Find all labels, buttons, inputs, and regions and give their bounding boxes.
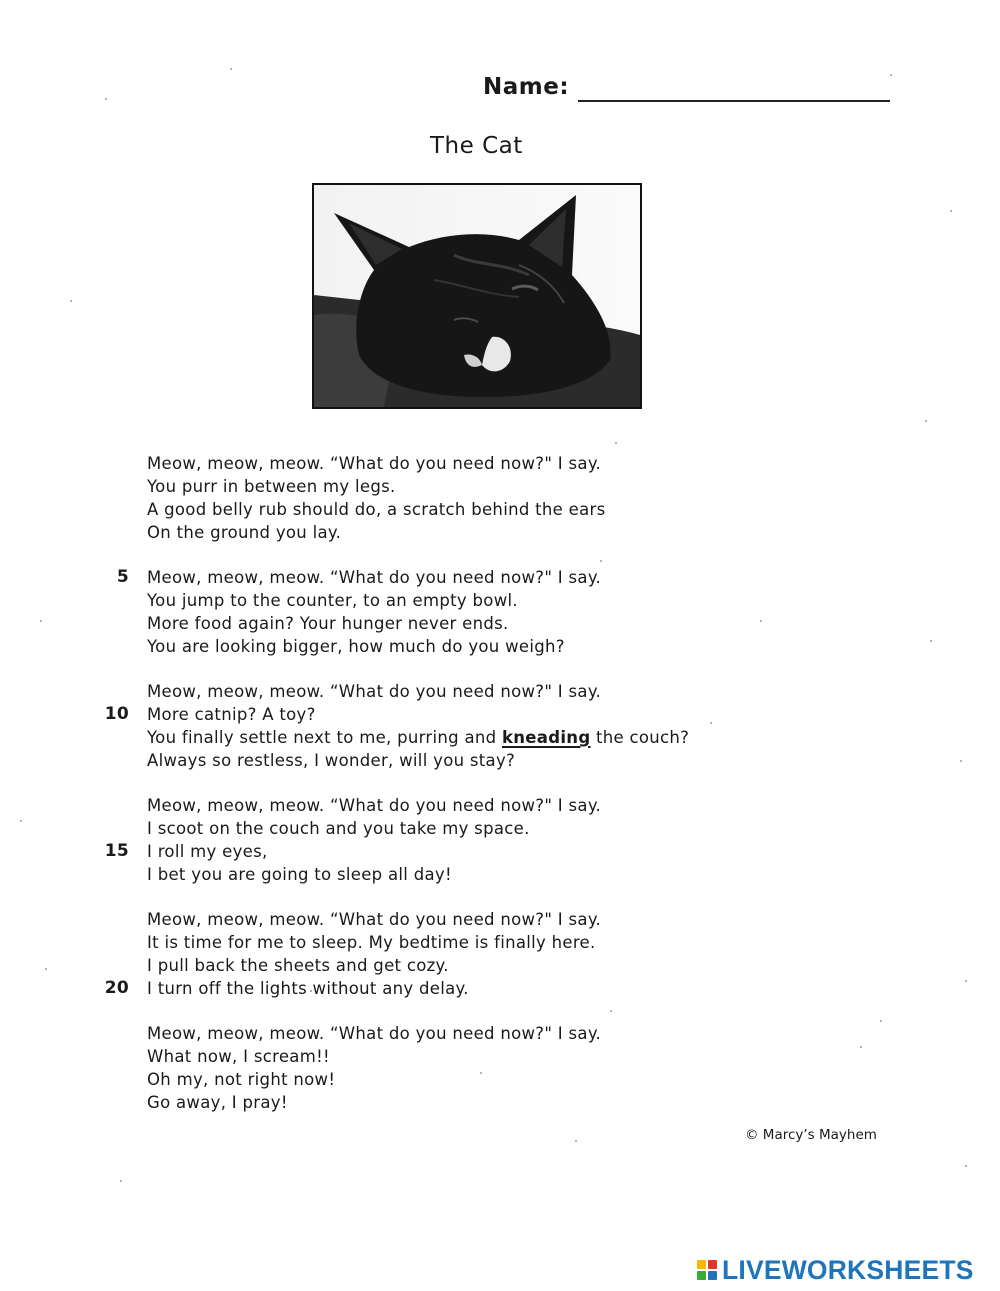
poem-line-text: You jump to the counter, to an empty bowl. [147, 591, 518, 610]
line-number: 5 [116, 567, 129, 587]
copyright-notice: © Marcy’s Mayhem [745, 1127, 877, 1143]
poem-stanza [116, 566, 847, 658]
name-label: Name: [483, 74, 570, 100]
poem-line-text: A good belly rub should do, a scratch behind the ears [147, 500, 606, 519]
poem-line-text: Meow, meow, meow. “What do you need now?" I say. [147, 568, 602, 587]
poem-line-text: On the ground you lay. [147, 523, 342, 542]
poem-line [147, 589, 847, 612]
poem-line [147, 475, 847, 498]
poem-line-text: Meow, meow, meow. “What do you need now?" I say. [147, 682, 602, 701]
scan-speck [860, 1046, 862, 1048]
poem-line [147, 817, 847, 840]
poem-line [147, 931, 847, 954]
cat-photo-icon [314, 185, 640, 407]
poem-line-text: the couch? [590, 728, 690, 747]
poem-line [147, 452, 847, 475]
scan-speck [960, 760, 962, 762]
poem-line [147, 908, 847, 931]
scan-speck [230, 68, 232, 70]
poem-line-text: You purr in between my legs. [147, 477, 396, 496]
poem-line [147, 680, 847, 703]
poem-line [147, 1068, 847, 1091]
poem-line-text: It is time for me to sleep. My bedtime is finally here. [147, 933, 596, 952]
poem-line-text: Meow, meow, meow. “What do you need now?" I say. [147, 796, 602, 815]
poem-line [147, 635, 847, 658]
poem-line [147, 521, 847, 544]
scan-speck [70, 300, 72, 302]
poem-line-text: What now, I scream!! [147, 1047, 330, 1066]
poem-line [147, 749, 847, 772]
line-number: 10 [104, 704, 129, 724]
scan-speck [45, 968, 47, 970]
scan-speck [880, 1020, 882, 1022]
poem-line-text: Meow, meow, meow. “What do you need now?" I say. [147, 454, 602, 473]
poem-line-text: I turn off the lights without any delay. [147, 979, 469, 998]
poem-line-text: Meow, meow, meow. “What do you need now?" I say. [147, 1024, 602, 1043]
poem-line-text: Meow, meow, meow. “What do you need now?" I say. [147, 910, 602, 929]
scan-speck [40, 620, 42, 622]
scan-speck [930, 640, 932, 642]
page-title: The Cat [430, 133, 523, 159]
poem-line-text: Go away, I pray! [147, 1093, 288, 1112]
poem-line-text: More catnip? A toy? [147, 705, 316, 724]
scan-speck [925, 420, 927, 422]
liveworksheets-logo-icon [697, 1260, 717, 1280]
poem-line [147, 1045, 847, 1068]
poem-line-text: You are looking bigger, how much do you weigh? [147, 637, 565, 656]
line-number: 15 [104, 841, 129, 861]
poem-line [147, 726, 847, 749]
poem [104, 452, 847, 1136]
poem-line-text: Always so restless, I wonder, will you stay? [147, 751, 516, 770]
poem-line-text: You finally settle next to me, purring and [147, 728, 502, 747]
scan-speck [965, 980, 967, 982]
poem-line [147, 498, 847, 521]
scan-speck [120, 1180, 122, 1182]
poem-line [147, 863, 847, 886]
poem-stanza [147, 1022, 847, 1114]
scan-speck [615, 442, 617, 444]
scan-speck [105, 98, 107, 100]
liveworksheets-logo[interactable] [697, 1255, 974, 1285]
poem-line [147, 954, 847, 977]
vocabulary-word: kneading [501, 728, 591, 747]
scan-speck [950, 210, 952, 212]
poem-line [147, 1091, 847, 1114]
poem-stanza [147, 452, 847, 544]
poem-line-text: I bet you are going to sleep all day! [147, 865, 452, 884]
poem-line [104, 703, 847, 726]
poem-line [147, 612, 847, 635]
poem-line [116, 566, 847, 589]
poem-line-text: I scoot on the couch and you take my space. [147, 819, 530, 838]
scan-speck [890, 74, 892, 76]
poem-stanza [104, 908, 847, 1000]
scan-speck [20, 820, 22, 822]
cat-photo [312, 183, 642, 409]
line-number: 20 [104, 978, 129, 998]
liveworksheets-brand-text: LIVEWORKSHEETS [722, 1254, 974, 1285]
poem-line-text: I roll my eyes, [147, 842, 268, 861]
poem-line-text: I pull back the sheets and get cozy. [147, 956, 449, 975]
scan-speck [575, 1140, 577, 1142]
poem-line-text: More food again? Your hunger never ends. [147, 614, 509, 633]
poem-line-text: Oh my, not right now! [147, 1070, 336, 1089]
poem-line [104, 840, 847, 863]
poem-line [147, 1022, 847, 1045]
poem-line [104, 977, 847, 1000]
scan-speck [965, 1165, 967, 1167]
poem-stanza [104, 794, 847, 886]
name-blank-line[interactable] [578, 100, 890, 102]
poem-line [147, 794, 847, 817]
poem-stanza [104, 680, 847, 772]
